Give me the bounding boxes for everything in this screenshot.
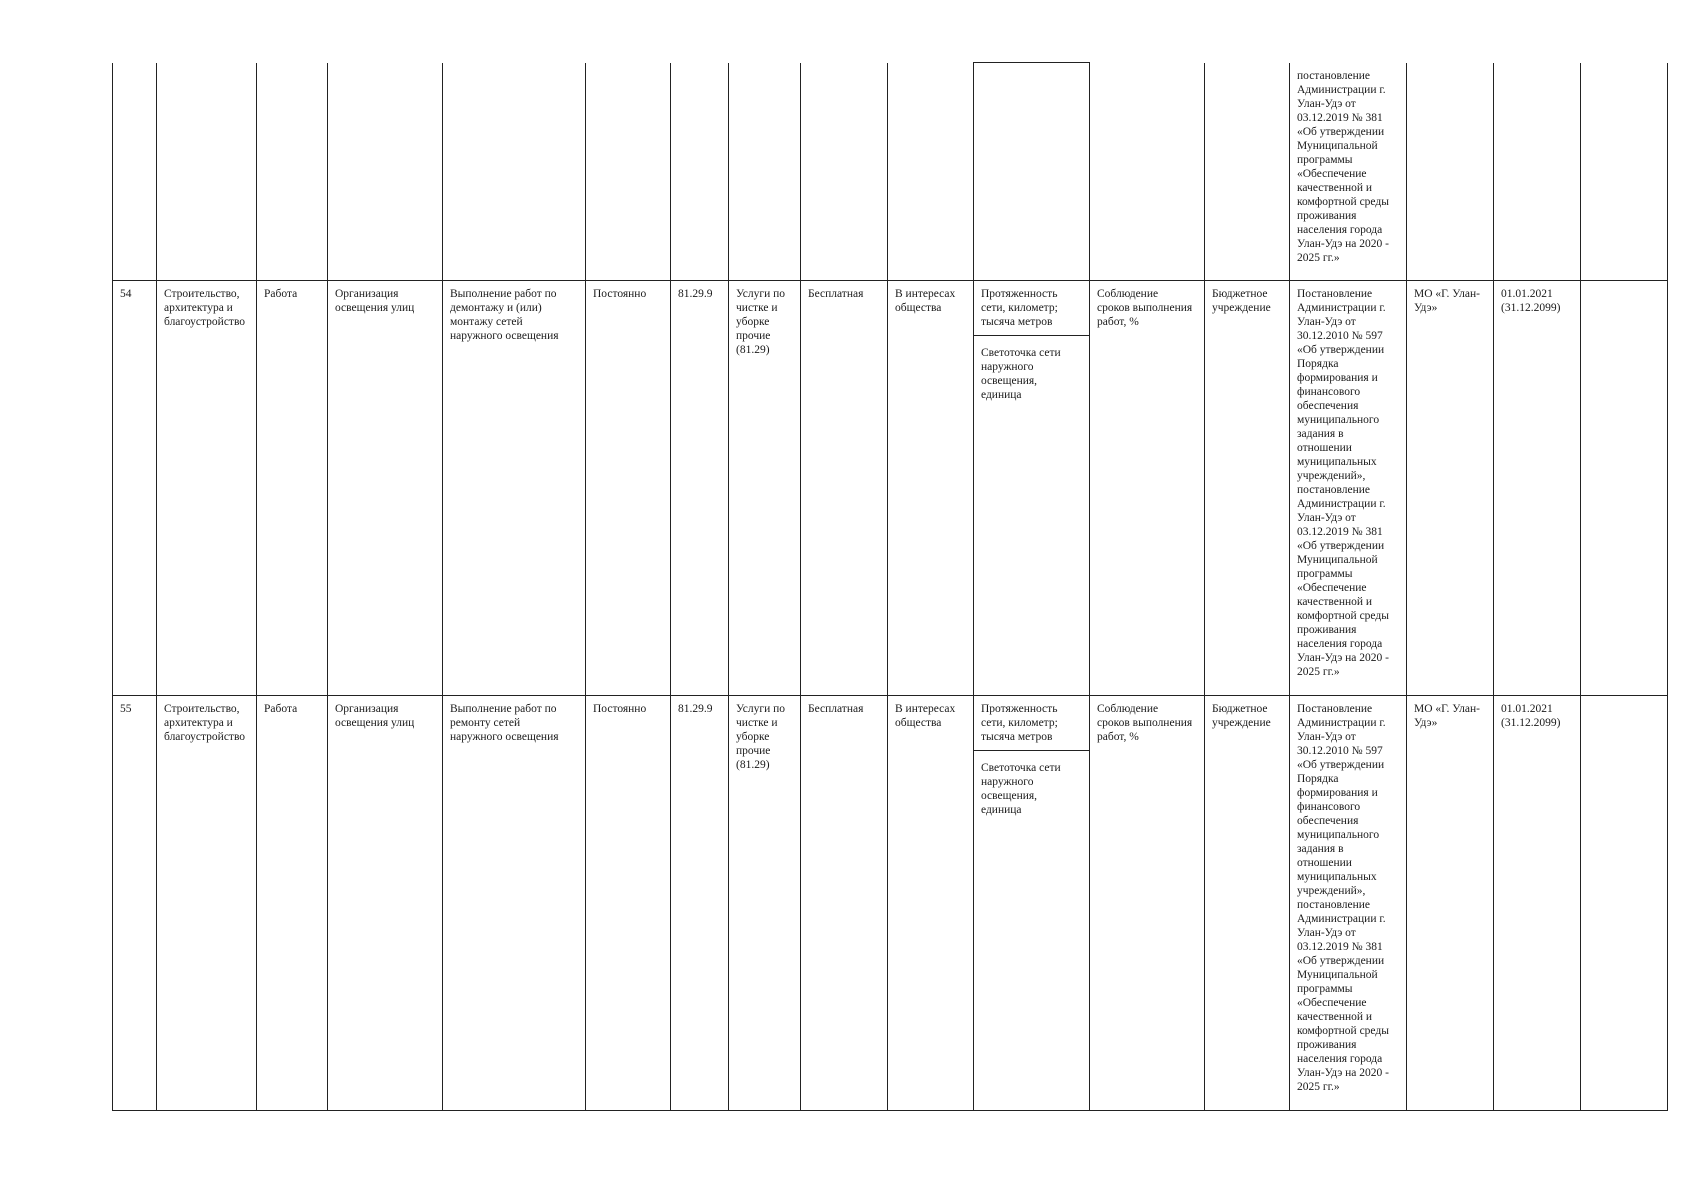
continuation-legal-basis: постановление Администрации г. Улан-Удэ от 03.12.2019 № 381 «Об утверждении Муниципальной программы «Обеспечение качественной и комфортной среды проживания населения города Улан-Удэ на 2020 - 2025 гг.»: [1290, 63, 1407, 281]
activity-name: Организация освещения улиц: [328, 696, 443, 1111]
work-content: Выполнение работ по демонтажу и (или) монтажу сетей наружного освещения: [443, 281, 586, 696]
continuation-row: [113, 63, 1668, 281]
payment-type: Бесплатная: [801, 696, 888, 1111]
volume-indicator: Светоточка сети наружного освещения, единица: [974, 750, 1089, 823]
volume-indicators: [974, 281, 1090, 696]
okved-code: 81.29.9: [671, 281, 729, 696]
legal-basis: Постановление Администрации г. Улан-Удэ от 30.12.2010 № 597 «Об утверждении Порядка формирования и финансового обеспечения муниципального задания в отношении муниципальных учреждений», постановление Администрации г. Улан-Удэ от 03.12.2019 № 381 «Об утверждении Муниципальной программы «Обеспечение качественной и комфортной среды проживания населения города Улан-Удэ на 2020 - 2025 гг.»: [1290, 281, 1407, 696]
consumers: В интересах общества: [888, 696, 974, 1111]
founder: МО «Г. Улан- Удэ»: [1407, 696, 1494, 1111]
note: [1581, 281, 1668, 696]
founder: МО «Г. Улан- Удэ»: [1407, 281, 1494, 696]
work-content: Выполнение работ по ремонту сетей наружного освещения: [443, 696, 586, 1111]
table-row: [113, 696, 1668, 1111]
okpd-code: Услуги по чистке и уборке прочие (81.29): [729, 281, 801, 696]
volume-indicators: [974, 696, 1090, 1111]
institution-type: Бюджетное учреждение: [1205, 281, 1290, 696]
row-number: 55: [113, 696, 157, 1111]
period: Постоянно: [586, 281, 671, 696]
quality-indicator: Соблюдение сроков выполнения работ, %: [1090, 696, 1205, 1111]
activity-sphere: Строительство, архитектура и благоустройство: [157, 281, 257, 696]
period: Постоянно: [586, 696, 671, 1111]
quality-indicator: Соблюдение сроков выполнения работ, %: [1090, 281, 1205, 696]
okved-code: 81.29.9: [671, 696, 729, 1111]
service-kind: Работа: [257, 281, 328, 696]
legal-basis: Постановление Администрации г. Улан-Удэ от 30.12.2010 № 597 «Об утверждении Порядка формирования и финансового обеспечения муниципального задания в отношении муниципальных учреждений», постановление Администрации г. Улан-Удэ от 03.12.2019 № 381 «Об утверждении Муниципальной программы «Обеспечение качественной и комфортной среды проживания населения города Улан-Удэ на 2020 - 2025 гг.»: [1290, 696, 1407, 1111]
inclusion-date: 01.01.2021 (31.12.2099): [1494, 696, 1581, 1111]
payment-type: Бесплатная: [801, 281, 888, 696]
institution-type: Бюджетное учреждение: [1205, 696, 1290, 1111]
activity-sphere: Строительство, архитектура и благоустройство: [157, 696, 257, 1111]
row-number: 54: [113, 281, 157, 696]
service-kind: Работа: [257, 696, 328, 1111]
volume-indicator: Протяженность сети, километр; тысяча метров: [981, 288, 1058, 328]
table-row: [113, 281, 1668, 696]
note: [1581, 696, 1668, 1111]
activity-name: Организация освещения улиц: [328, 281, 443, 696]
consumers: В интересах общества: [888, 281, 974, 696]
volume-indicator: Светоточка сети наружного освещения, единица: [974, 335, 1089, 408]
inclusion-date: 01.01.2021 (31.12.2099): [1494, 281, 1581, 696]
volume-indicator: Протяженность сети, километр; тысяча метров: [981, 703, 1058, 743]
services-register-table: [112, 62, 1668, 1111]
okpd-code: Услуги по чистке и уборке прочие (81.29): [729, 696, 801, 1111]
